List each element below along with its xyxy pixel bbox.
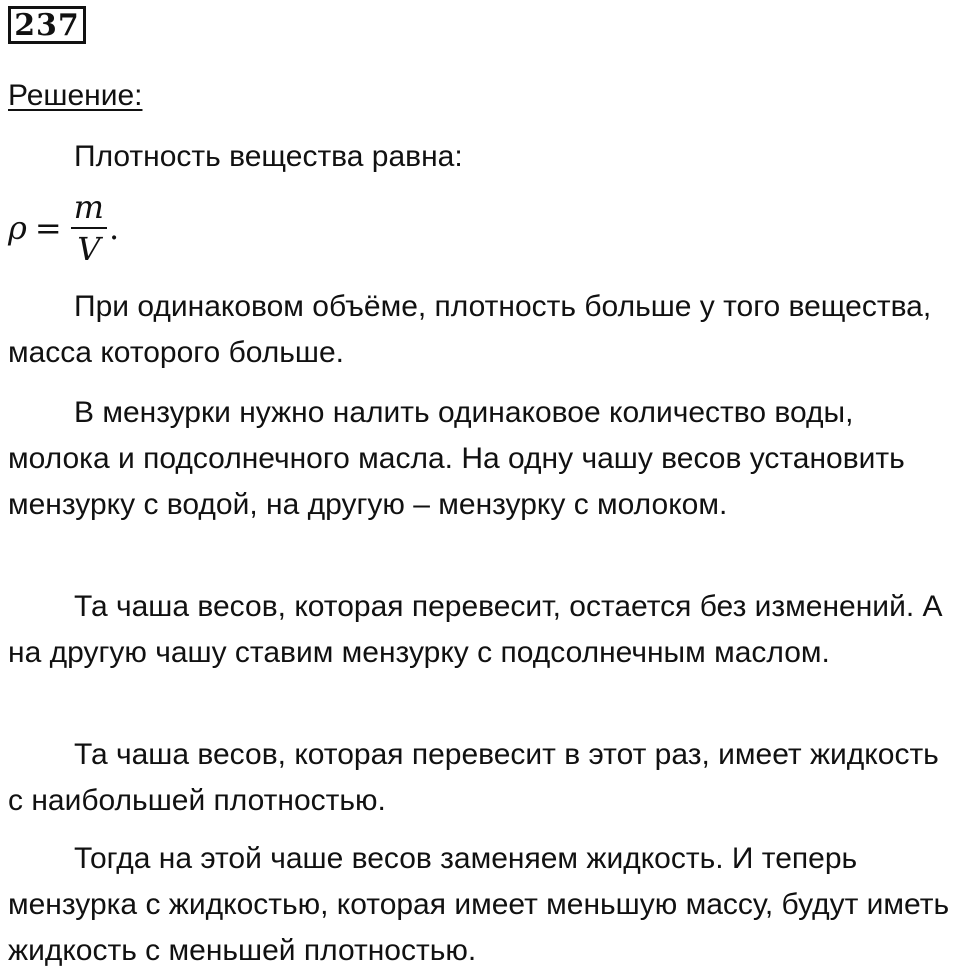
paragraph-2: В мензурки нужно налить одинаковое количество воды, молока и подсолнечного масла. На одну чашу весов установить мензурку с водой, на другую – мензурку с молоком. [8, 396, 905, 521]
paragraph-4: Та чаша весов, которая перевесит в этот раз, имеет жидкость с наибольшей плотностью. [8, 738, 939, 817]
problem-number-box: 237 [8, 6, 86, 44]
formula-fraction [70, 189, 108, 267]
solution-heading: Решение: [8, 79, 143, 112]
density-formula [8, 186, 119, 270]
intro-text: Плотность вещества равна: [74, 140, 463, 173]
formula-numerator: m [73, 188, 104, 226]
paragraph-1: При одинаковом объёме, плотность больше у того вещества, масса которого больше. [8, 290, 932, 369]
formula-equals: = [34, 209, 62, 247]
formula-rho: ρ [8, 209, 27, 247]
paragraph-5: Тогда на этой чаше весов заменяем жидкость. И теперь мензурка с жидкостью, которая имеет меньшую массу, будут иметь жидкость с меньшей плотностью. [8, 842, 950, 967]
paragraph-3: Та чаша весов, которая перевесит, остается без изменений. А на другую чашу ставим мензурку с подсолнечным маслом. [8, 590, 943, 669]
formula-denominator: V [77, 230, 101, 268]
formula-period: . [108, 209, 120, 247]
